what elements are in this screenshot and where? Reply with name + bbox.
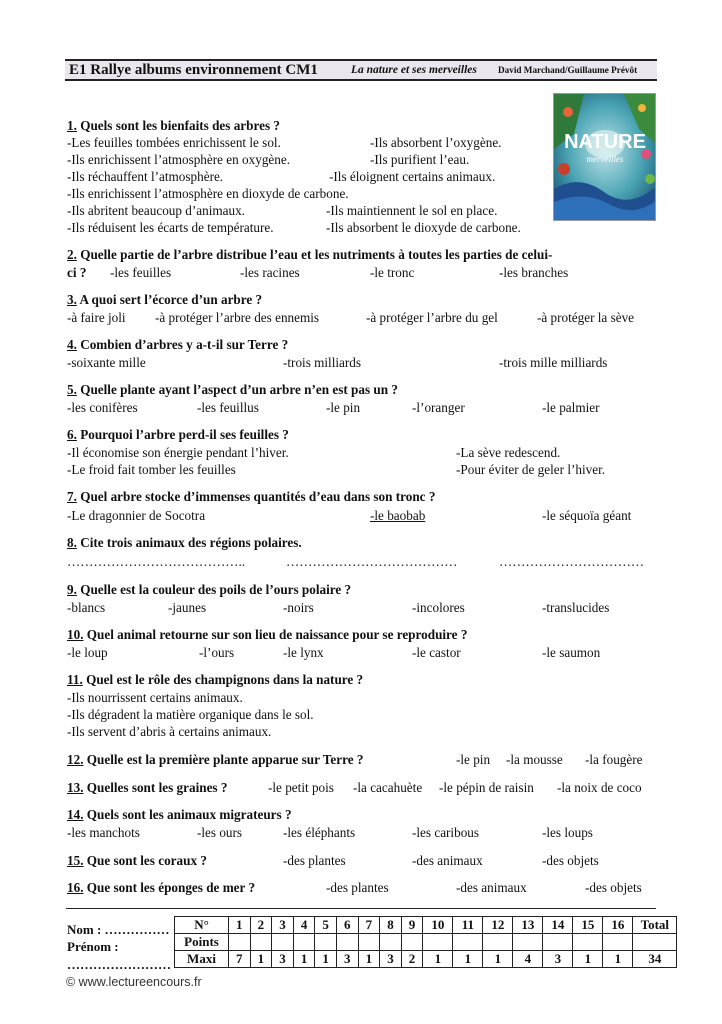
- question-text: Combien d’arbres y a-t-il sur Terre ?: [80, 337, 289, 352]
- book-authors: David Marchand/Guillaume Prévôt: [498, 65, 638, 75]
- table-cell: 3: [272, 917, 294, 934]
- answer-option[interactable]: -Ils abritent beaucoup d’animaux.: [67, 203, 245, 218]
- table-cell: 1: [423, 951, 453, 968]
- question-number: 13.: [67, 780, 84, 795]
- answer-option[interactable]: -le pin: [456, 752, 491, 767]
- points-cell[interactable]: [380, 934, 402, 951]
- table-cell: 4: [513, 951, 543, 968]
- answer-option[interactable]: -les caribous: [412, 825, 480, 840]
- row-label: Maxi: [175, 951, 229, 968]
- answer-option[interactable]: -les ours: [197, 825, 243, 840]
- answer-option[interactable]: -blancs: [67, 600, 106, 615]
- row-label: Points: [175, 934, 229, 951]
- table-cell: 2: [401, 951, 423, 968]
- table-cell: 34: [633, 951, 677, 968]
- question-3: [67, 292, 262, 308]
- table-cell: 3: [272, 951, 294, 968]
- answer-option[interactable]: -Les feuilles tombées enrichissent le sol.: [67, 135, 281, 150]
- answer-option[interactable]: -à protéger l’arbre des ennemis: [155, 310, 320, 325]
- answer-option[interactable]: -Ils dégradent la matière organique dans le sol.: [67, 707, 314, 722]
- answer-option[interactable]: -Ils enrichissent l’atmosphère en dioxyde de carbone.: [67, 186, 349, 201]
- answer-option[interactable]: -les branches: [499, 265, 569, 280]
- points-cell[interactable]: [573, 934, 603, 951]
- answer-option[interactable]: -les manchots: [67, 825, 140, 840]
- answer-option[interactable]: -des objets: [542, 853, 599, 868]
- question-number: 12.: [67, 752, 84, 767]
- answer-option[interactable]: -Ils absorbent le dioxyde de carbone.: [326, 220, 521, 235]
- book-cover-image: [553, 93, 656, 221]
- answer-option[interactable]: -les feuillus: [197, 400, 259, 415]
- points-total-cell[interactable]: [633, 934, 677, 951]
- table-cell: 4: [293, 917, 315, 934]
- table-row-maxi: [175, 951, 677, 968]
- question-text: Quels sont les animaux migrateurs ?: [86, 807, 292, 822]
- question-number: 7.: [67, 489, 77, 504]
- answer-blank[interactable]: …………………………………: [286, 554, 458, 569]
- question-11: [67, 672, 363, 688]
- book-title: La nature et ses merveilles: [351, 64, 477, 76]
- answer-option[interactable]: -la cacahuète: [353, 780, 423, 795]
- footer-copyright[interactable]: © www.lectureencours.fr: [66, 975, 202, 989]
- question-text: Pourquoi l’arbre perd-il ses feuilles ?: [80, 427, 289, 442]
- answer-option[interactable]: -Ils réduisent les écarts de température.: [67, 220, 274, 235]
- answer-option[interactable]: -Ils purifient l’eau.: [370, 152, 470, 167]
- answer-option[interactable]: -le baobab: [370, 508, 426, 523]
- answer-option[interactable]: -le lynx: [283, 645, 324, 660]
- table-cell: 3: [543, 951, 573, 968]
- answer-option[interactable]: -Pour éviter de geler l’hiver.: [456, 462, 606, 477]
- question-10: [67, 627, 467, 643]
- question-1: [67, 118, 280, 134]
- question-text: Cite trois animaux des régions polaires.: [80, 535, 302, 550]
- answer-option[interactable]: -incolores: [412, 600, 465, 615]
- points-cell[interactable]: [483, 934, 513, 951]
- question-text: Quel est le rôle des champignons dans la nature ?: [86, 672, 364, 687]
- answer-option[interactable]: -à protéger la sève: [537, 310, 635, 325]
- question-8: [67, 535, 302, 551]
- answer-option[interactable]: -la noix de coco: [557, 780, 642, 795]
- answer-option[interactable]: -Ils servent d’abris à certains animaux.: [67, 724, 272, 739]
- question-12: [67, 752, 363, 768]
- question-text: Que sont les éponges de mer ?: [86, 880, 256, 895]
- answer-option[interactable]: -l’ours: [199, 645, 235, 660]
- table-cell: 1: [603, 951, 633, 968]
- question-9: [67, 582, 351, 598]
- question-6: [67, 427, 289, 443]
- question-14: [67, 807, 292, 823]
- question-13: [67, 780, 227, 796]
- question-number: 3.: [67, 292, 77, 307]
- answer-option[interactable]: -la mousse: [506, 752, 563, 767]
- question-text-continued: ci ?: [67, 265, 87, 280]
- student-name-field[interactable]: Nom : ……………: [67, 922, 170, 937]
- answer-option[interactable]: -translucides: [542, 600, 610, 615]
- answer-option[interactable]: -l’oranger: [412, 400, 465, 415]
- cover-title: NATURE: [564, 131, 646, 153]
- points-cell[interactable]: [543, 934, 573, 951]
- table-cell: 10: [423, 917, 453, 934]
- table-cell: 3: [336, 951, 358, 968]
- points-cell[interactable]: [603, 934, 633, 951]
- answer-option[interactable]: -Le froid fait tomber les feuilles: [67, 462, 236, 477]
- answer-option[interactable]: -Ils réchauffent l’atmosphère.: [67, 169, 224, 184]
- table-row-numbers: [175, 917, 677, 934]
- table-cell: 1: [483, 951, 513, 968]
- answer-option[interactable]: -le pépin de raisin: [439, 780, 534, 795]
- table-cell: 16: [603, 917, 633, 934]
- question-number: 15.: [67, 853, 84, 868]
- answer-option[interactable]: -des animaux: [456, 880, 527, 895]
- answer-option[interactable]: -les conifères: [67, 400, 138, 415]
- table-cell: 9: [401, 917, 423, 934]
- answer-blank[interactable]: …………………………………..: [67, 554, 246, 569]
- answer-option[interactable]: -le palmier: [542, 400, 600, 415]
- table-cell: 7: [358, 917, 380, 934]
- answer-option[interactable]: -La sève redescend.: [456, 445, 561, 460]
- student-firstname-label[interactable]: Prénom :: [67, 939, 119, 954]
- table-cell: 14: [543, 917, 573, 934]
- table-cell: 6: [336, 917, 358, 934]
- answer-option[interactable]: -le castor: [412, 645, 461, 660]
- answer-option[interactable]: -soixante mille: [67, 355, 146, 370]
- answer-option[interactable]: -noirs: [283, 600, 314, 615]
- question-number: 8.: [67, 535, 77, 550]
- table-cell: 1: [293, 951, 315, 968]
- table-cell: 1: [250, 951, 272, 968]
- row-label: N°: [175, 917, 229, 934]
- answer-option[interactable]: -jaunes: [168, 600, 207, 615]
- table-cell: 2: [250, 917, 272, 934]
- table-cell: 1: [453, 951, 483, 968]
- answer-option[interactable]: -des animaux: [412, 853, 483, 868]
- points-cell[interactable]: [453, 934, 483, 951]
- answer-option[interactable]: -la fougère: [585, 752, 643, 767]
- question-number: 14.: [67, 807, 84, 822]
- question-number: 1.: [67, 118, 77, 133]
- answer-option[interactable]: -les loups: [542, 825, 593, 840]
- question-7: [67, 489, 435, 505]
- points-cell[interactable]: [315, 934, 337, 951]
- answer-option[interactable]: -le petit pois: [268, 780, 334, 795]
- table-cell: 11: [453, 917, 483, 934]
- question-number: 4.: [67, 337, 77, 352]
- question-text: Quelle est la première plante apparue sur Terre ?: [86, 752, 364, 767]
- points-cell[interactable]: [513, 934, 543, 951]
- table-cell: 5: [315, 917, 337, 934]
- answer-option[interactable]: -le séquoïa géant: [542, 508, 632, 523]
- answer-option[interactable]: -Ils nourrissent certains animaux.: [67, 690, 243, 705]
- table-cell: 3: [380, 951, 402, 968]
- points-cell[interactable]: [272, 934, 294, 951]
- question-number: 16.: [67, 880, 84, 895]
- question-number: 2.: [67, 247, 77, 262]
- answer-option[interactable]: -les racines: [240, 265, 300, 280]
- title-banner: [65, 59, 657, 81]
- answer-option[interactable]: -le loup: [67, 645, 108, 660]
- question-4: [67, 337, 288, 353]
- answer-option[interactable]: -Ils absorbent l’oxygène.: [370, 135, 502, 150]
- question-text: Quelle partie de l’arbre distribue l’eau et les nutriments à toutes les parties de celui-: [80, 247, 553, 262]
- question-text: Que sont les coraux ?: [86, 853, 207, 868]
- table-cell: 8: [380, 917, 402, 934]
- answer-option[interactable]: -des plantes: [283, 853, 346, 868]
- table-cell: 15: [573, 917, 603, 934]
- question-text: Quel animal retourne sur son lieu de naissance pour se reproduire ?: [86, 627, 468, 642]
- answer-option[interactable]: -à protéger l’arbre du gel: [366, 310, 498, 325]
- table-row-points: [175, 934, 677, 951]
- question-number: 11.: [67, 672, 83, 687]
- answer-option[interactable]: -des plantes: [326, 880, 389, 895]
- answer-option[interactable]: -Ils éloignent certains animaux.: [329, 169, 496, 184]
- question-number: 6.: [67, 427, 77, 442]
- question-text: Quelle plante ayant l’aspect d’un arbre n’en est pas un ?: [80, 382, 398, 397]
- table-cell: 1: [315, 951, 337, 968]
- question-text: Quels sont les bienfaits des arbres ?: [80, 118, 280, 133]
- question-15: [67, 853, 207, 869]
- table-cell: Total: [633, 917, 677, 934]
- question-number: 5.: [67, 382, 77, 397]
- answer-option[interactable]: -trois milliards: [283, 355, 362, 370]
- table-cell: 7: [229, 951, 251, 968]
- table-cell: 12: [483, 917, 513, 934]
- score-table: [174, 916, 677, 968]
- answer-option[interactable]: -les feuilles: [110, 265, 172, 280]
- table-cell: 1: [229, 917, 251, 934]
- points-cell[interactable]: [229, 934, 251, 951]
- answer-blank[interactable]: ……………………………: [499, 554, 645, 569]
- cover-subtitle: merveilles: [586, 154, 624, 164]
- answer-option[interactable]: -les éléphants: [283, 825, 356, 840]
- question-text: Quel arbre stocke d’immenses quantités d’eau dans son tronc ?: [80, 489, 436, 504]
- answer-option[interactable]: -le pin: [326, 400, 361, 415]
- points-cell[interactable]: [401, 934, 423, 951]
- points-cell[interactable]: [250, 934, 272, 951]
- table-cell: 1: [573, 951, 603, 968]
- points-cell[interactable]: [358, 934, 380, 951]
- answer-option[interactable]: -le saumon: [542, 645, 601, 660]
- section-divider: [66, 908, 656, 909]
- student-firstname-dots[interactable]: ……………………: [67, 957, 171, 972]
- answer-option[interactable]: -Ils maintiennent le sol en place.: [326, 203, 498, 218]
- page-title: E1 Rallye albums environnement CM1: [69, 62, 318, 78]
- book-cover-illustration: [554, 94, 656, 221]
- points-cell[interactable]: [336, 934, 358, 951]
- table-cell: 13: [513, 917, 543, 934]
- answer-option[interactable]: -Le dragonnier de Socotra: [67, 508, 206, 523]
- answer-option[interactable]: -Il économise son énergie pendant l’hiver.: [67, 445, 289, 460]
- question-text: A quoi sert l’écorce d’un arbre ?: [79, 292, 263, 307]
- question-text: Quelle est la couleur des poils de l’ours polaire ?: [80, 582, 352, 597]
- question-2: [67, 247, 552, 263]
- answer-option[interactable]: -le tronc: [370, 265, 415, 280]
- question-text: Quelles sont les graines ?: [86, 780, 228, 795]
- table-cell: 1: [358, 951, 380, 968]
- answer-option[interactable]: -à faire joli: [67, 310, 126, 325]
- answer-option[interactable]: -trois mille milliards: [499, 355, 608, 370]
- points-cell[interactable]: [293, 934, 315, 951]
- question-16: [67, 880, 255, 896]
- question-number: 10.: [67, 627, 84, 642]
- question-number: 9.: [67, 582, 77, 597]
- question-5: [67, 382, 398, 398]
- answer-option[interactable]: -Ils enrichissent l’atmosphère en oxygène.: [67, 152, 291, 167]
- answer-option[interactable]: -des objets: [585, 880, 642, 895]
- points-cell[interactable]: [423, 934, 453, 951]
